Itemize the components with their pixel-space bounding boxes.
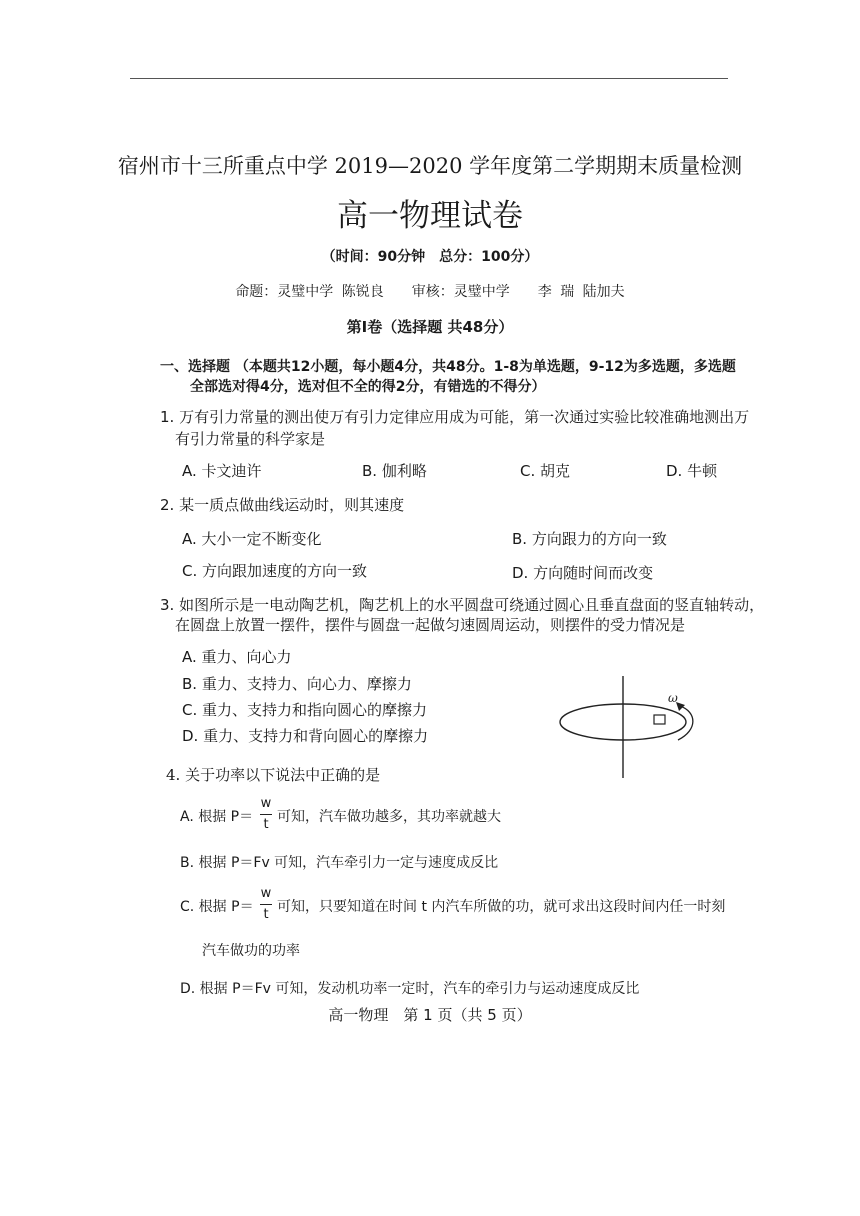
ornament-block: [654, 715, 665, 724]
q4-option-c-suffix: 可知，只要知道在时间 t 内汽车所做的功，就可求出这段时间内任一时刻: [277, 899, 726, 915]
q3-option-d: D. 重力、支持力和背向圆心的摩擦力: [182, 727, 429, 745]
section-title: 第I卷（选择题 共48分）: [346, 318, 514, 336]
q4-option-a-suffix: 可知，汽车做功越多，其功率就越大: [277, 809, 501, 825]
omega-label: ω: [668, 691, 678, 705]
q3-option-b: B. 重力、支持力、向心力、摩擦力: [182, 675, 412, 693]
q4-option-c-line2: 汽车做功的功率: [202, 943, 300, 959]
part1-heading-line1: 一、选择题 （本题共12小题，每小题4分，共48分。1-8为单选题，9-12为多选题，多选题: [160, 359, 736, 375]
pottery-wheel-figure: [552, 672, 702, 782]
q2-option-c: C. 方向跟加速度的方向一致: [182, 562, 368, 580]
authors-line: 命题：灵璧中学 陈锐良 审核：灵璧中学 李 瑞 陆加夫: [235, 284, 625, 300]
q4-option-a-prefix: A. 根据 P＝: [180, 809, 254, 825]
q4-a-frac-denominator: t: [263, 817, 269, 832]
q4-a-frac-numerator: w: [260, 796, 272, 811]
q4-option-c-prefix: C. 根据 P＝: [180, 899, 254, 915]
q1-stem-line2: 有引力常量的科学家是: [175, 430, 326, 448]
q1-stem-line1: 1. 万有引力常量的测出使万有引力定律应用成为可能，第一次通过实验比较准确地测出万: [160, 408, 750, 426]
part1-heading-line2: 全部选对得4分，选对但不全的得2分，有错选的不得分）: [190, 379, 546, 395]
q4-option-b: B. 根据 P＝Fv 可知，汽车牵引力一定与速度成反比: [180, 855, 499, 871]
page-footer: 高一物理 第 1 页（共 5 页）: [328, 1006, 532, 1024]
q2-stem: 2. 某一质点做曲线运动时，则其速度: [160, 496, 405, 514]
q1-option-a: A. 卡文迪许: [182, 462, 262, 480]
top-rule: [130, 78, 728, 79]
q2-option-d: D. 方向随时间而改变: [512, 564, 654, 582]
q1-option-b: B. 伽利略: [362, 462, 427, 480]
q1-option-d: D. 牛顿: [666, 462, 718, 480]
q3-option-c: C. 重力、支持力和指向圆心的摩擦力: [182, 701, 428, 719]
time-and-score: （时间：90分钟 总分：100分）: [321, 249, 539, 265]
q4-option-d: D. 根据 P＝Fv 可知，发动机功率一定时，汽车的牵引力与运动速度成反比: [180, 981, 640, 997]
q4-c-frac-bar: [260, 904, 272, 905]
q3-stem-line2: 在圆盘上放置一摆件，摆件与圆盘一起做匀速圆周运动，则摆件的受力情况是: [175, 616, 686, 634]
q4-a-frac-bar: [260, 814, 272, 815]
q4-c-frac-numerator: w: [260, 886, 272, 901]
q2-option-b: B. 方向跟力的方向一致: [512, 530, 667, 548]
q4-c-frac-denominator: t: [263, 907, 269, 922]
school-exam-title: 宿州市十三所重点中学 2019—2020 学年度第二学期期末质量检测: [117, 154, 743, 178]
q3-option-a: A. 重力、向心力: [182, 648, 292, 666]
q2-option-a: A. 大小一定不断变化: [182, 530, 322, 548]
q1-option-c: C. 胡克: [520, 462, 571, 480]
q3-stem-line1: 3. 如图所示是一电动陶艺机，陶艺机上的水平圆盘可绕通过圆心且垂直盘面的竖直轴转动，: [160, 596, 765, 614]
q4-stem: 4. 关于功率以下说法中正确的是: [166, 766, 381, 784]
paper-title: 高一物理试卷: [337, 198, 523, 234]
